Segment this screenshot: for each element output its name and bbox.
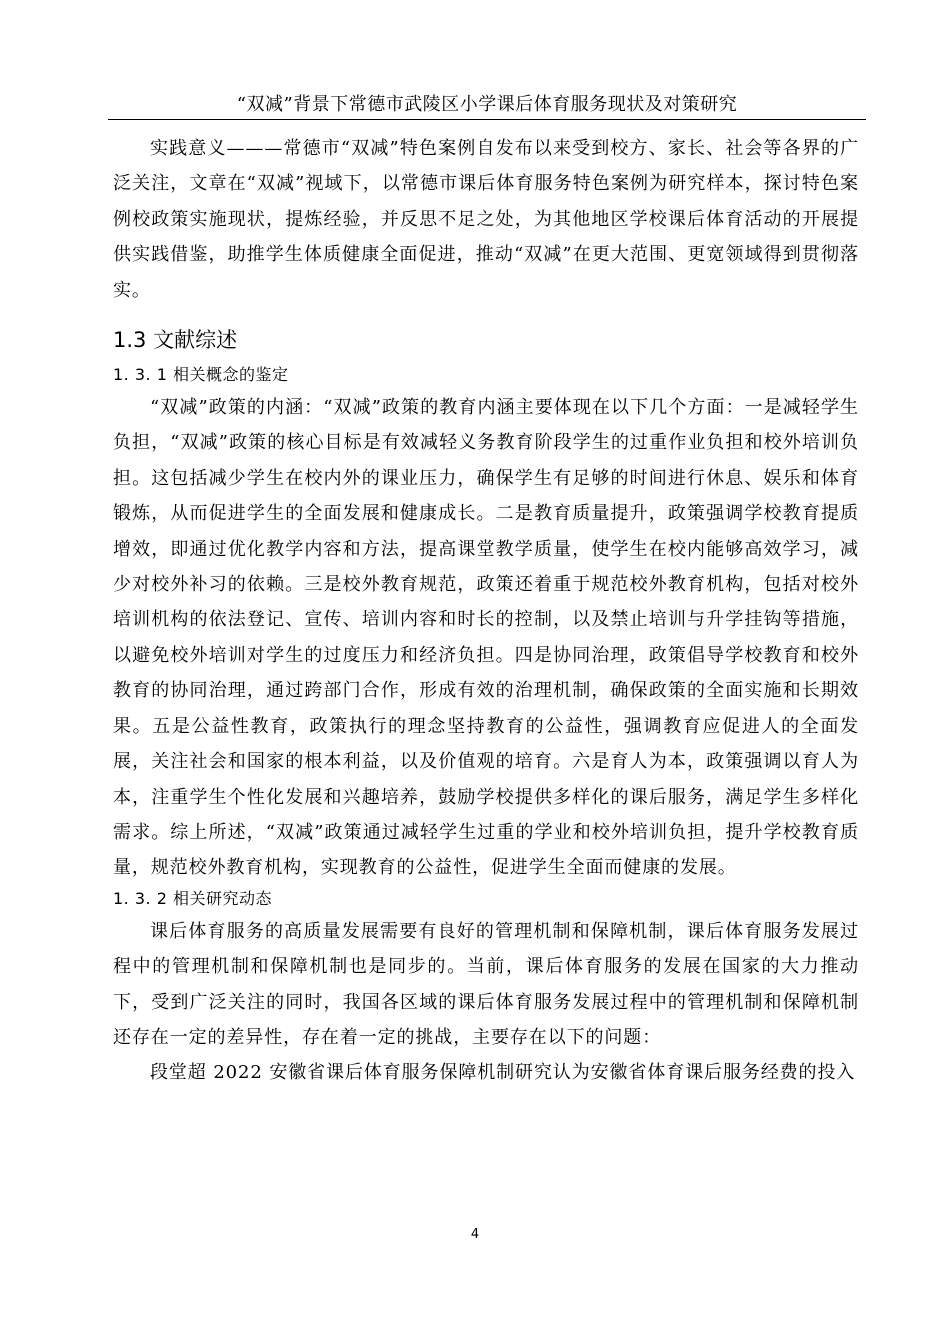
paragraph-duan-study: 段堂超 2022 安徽省课后体育服务保障机制研究认为安徽省体育课后服务经费的投入	[150, 1062, 856, 1084]
subsection-heading-concepts: 1. 3. 1 相关概念的鉴定	[113, 365, 289, 385]
subsection-heading-research-trends: 1. 3. 2 相关研究动态	[113, 888, 272, 908]
paragraph-research-trends: 课后体育服务的高质量发展需要有良好的管理机制和保障机制，课后体育服务发展过程中的管理机制和保障机制也是同步的。当前，课后体育服务的发展在国家的大力推动下，受到广泛关注的同时，我国各区域的课后体育服务发展过程中的管理机制和保障机制还存在一定的差异性，存在着一定的挑战，主要存在以下的问题：	[113, 920, 859, 1048]
page-body	[113, 131, 859, 1091]
page-number: 4	[470, 1227, 480, 1242]
header-divider	[108, 119, 866, 120]
section-heading-literature-review: 1.3 文献综述	[113, 328, 238, 353]
paragraph-practical-significance: 实践意义———常德市“双减”特色案例自发布以来受到校方、家长、社会等各界的广泛关注，文章在“双减”视域下，以常德市课后体育服务特色案例为研究样本，探讨特色案例校政策实施现状，提炼经验，并反思不足之处，为其他地区学校课后体育活动的开展提供实践借鉴，助推学生体质健康全面促进，推动“双减”在更大范围、更宽领域得到贯彻落实。	[113, 138, 859, 301]
running-header-title: “双减”背景下常德市武陵区小学课后体育服务现状及对策研究	[236, 94, 738, 115]
paragraph-policy-connotation: “双减”政策的内涵：“双减”政策的教育内涵主要体现在以下几个方面：一是减轻学生负担，“双减”政策的核心目标是有效减轻义务教育阶段学生的过重作业负担和校外培训负担。这包括减少学生在校内外的课业压力，确保学生有足够的时间进行休息、娱乐和体育锻炼，从而促进学生的全面发展和健康成长。二是教育质量提升，政策强调学校教育提质增效，即通过优化教学内容和方法，提高课堂教学质量，使学生在校内能够高效学习，减少对校外补习的依赖。三是校外教育规范，政策还着重于规范校外教育机构，包括对校外培训机构的依法登记、宣传、培训内容和时长的控制，以及禁止培训与升学挂钩等措施，以避免校外培训对学生的过度压力和经济负担。四是协同治理，政策倡导学校教育和校外教育的协同治理，通过跨部门合作，形成有效的治理机制，确保政策的全面实施和长期效果。五是公益性教育，政策执行的理念坚持教育的公益性，强调教育应促进人的全面发展，关注社会和国家的根本利益，以及价值观的培育。六是育人为本，政策强调以育人为本，注重学生个性化发展和兴趣培养，鼓励学校提供多样化的课后服务，满足学生多样化需求。综上所述，“双减”政策通过减轻学生过重的学业和校外培训负担，提升学校教育质量，规范校外教育机构，实现教育的公益性，促进学生全面而健康的发展。	[113, 397, 859, 879]
